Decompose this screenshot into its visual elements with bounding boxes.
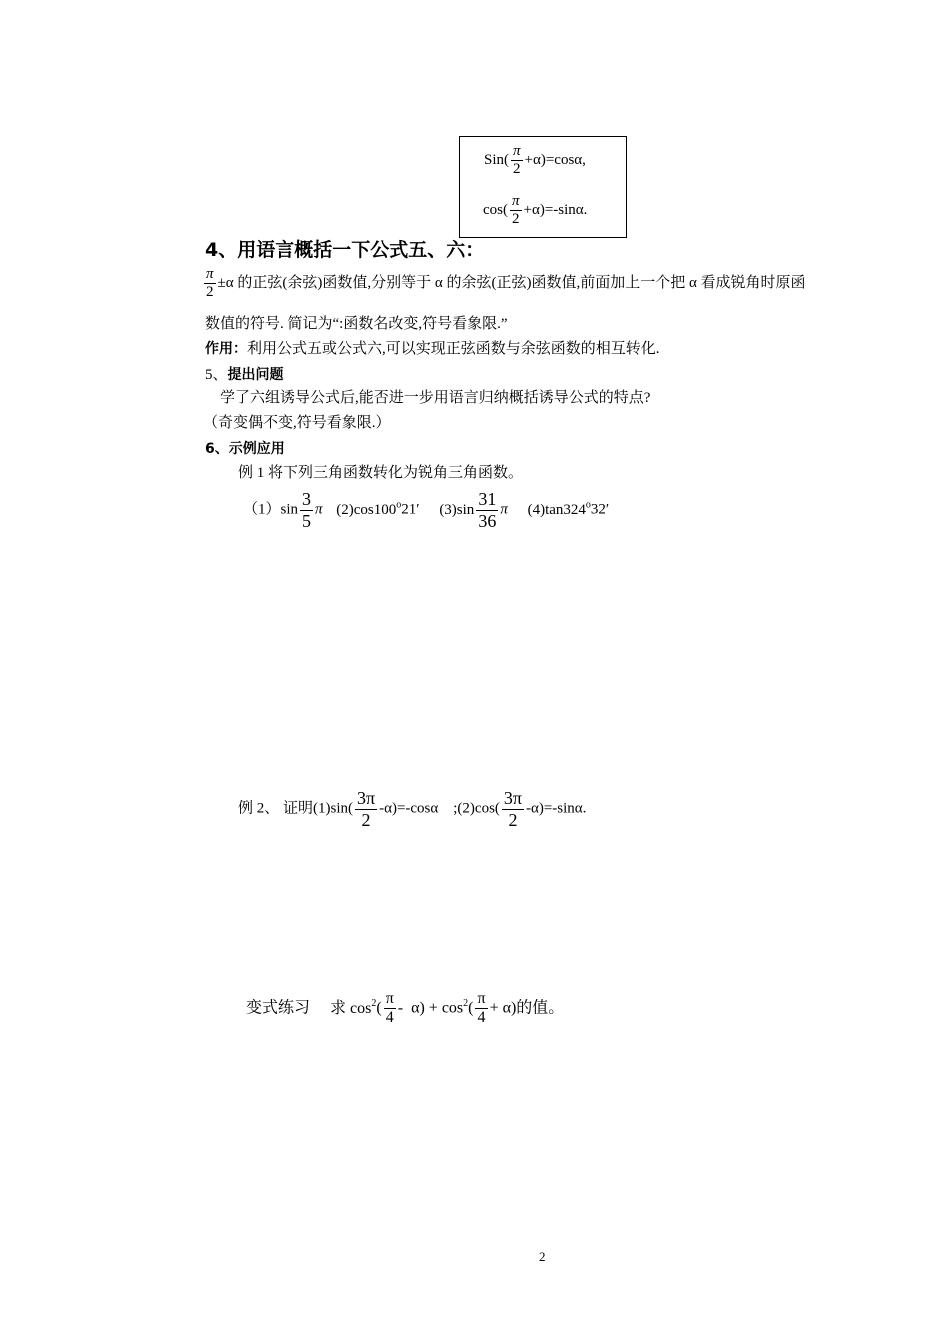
minute-mark: 21′: [401, 501, 420, 518]
variant-suffix: + α)的值。: [489, 999, 565, 1017]
fraction-numerator: π: [475, 990, 487, 1009]
variant-fraction-2: [475, 990, 487, 1028]
variant-prefix: 求 cos: [330, 999, 372, 1017]
problem-1-fraction: [300, 489, 313, 531]
fraction-denominator: 4: [385, 1009, 394, 1027]
example-1-intro: 例 1 将下列三角函数转化为锐角三角函数。: [238, 465, 524, 481]
formula-line-2: [483, 193, 587, 229]
fraction-denominator: 2: [206, 284, 214, 301]
fraction-numerator: π: [384, 990, 396, 1009]
variant-label: 变式练习: [246, 999, 311, 1017]
fraction-numerator: 3π: [357, 788, 376, 808]
section-5-heading: [205, 368, 284, 383]
fraction-numerator: 3π: [503, 788, 522, 808]
open-paren: (: [376, 999, 382, 1017]
fraction-numerator: π: [510, 193, 522, 211]
fraction-denominator: 2: [508, 809, 518, 830]
section-5-number: 5、: [205, 367, 228, 383]
example-2-fraction-2: [502, 788, 524, 830]
section-6-heading: 6、示例应用: [205, 441, 285, 457]
degree-mark: o: [585, 499, 591, 511]
square-exponent: 2: [463, 998, 469, 1010]
degree-mark: o: [396, 499, 402, 511]
example-2-prefix: 例 2、 证明(1)sin(: [238, 800, 353, 817]
fraction-denominator: 2: [513, 161, 521, 178]
formula-line-1: [484, 143, 586, 179]
problem-2: (2)cos100: [336, 501, 397, 518]
fraction-denominator: 2: [361, 809, 371, 830]
fraction-numerator: 31: [478, 489, 497, 509]
fraction-numerator: π: [204, 266, 216, 284]
fraction-numerator: π: [511, 143, 523, 161]
formula-1-suffix: +α)=cosα,: [524, 152, 586, 169]
effect-text: 利用公式五或公式六,可以实现正弦函数与余弦函数的相互转化.: [247, 341, 660, 357]
variant-middle: - α) + cos: [397, 999, 464, 1017]
section-4-heading: 4、用语言概括一下公式五、六：: [205, 239, 485, 261]
pi-symbol: π: [315, 501, 323, 518]
section-5-line-1: 学了六组诱导公式后,能否进一步用语言归纳概括诱导公式的特点?: [220, 390, 651, 406]
section-4-fraction: [204, 266, 216, 302]
example-1-problems: [243, 489, 609, 531]
formula-2-suffix: +α)=-sinα.: [523, 202, 588, 219]
variant-fraction-1: [384, 990, 396, 1028]
fraction-denominator: 4: [477, 1009, 486, 1027]
section-5-title: 提出问题: [227, 367, 284, 383]
example-2-suffix: -α)=-sinα.: [526, 800, 587, 817]
section-5-line-2: （奇变偶不变,符号看象限.）: [203, 415, 391, 431]
effect-label: 作用：: [205, 341, 247, 357]
formula-1-fraction: [511, 143, 523, 179]
formula-1-prefix: Sin(: [484, 152, 510, 169]
pi-symbol: π: [500, 501, 508, 518]
open-paren: (: [468, 999, 474, 1017]
example-2-middle: -α)=-cosα ;(2)cos(: [379, 800, 500, 817]
effect-line: [205, 342, 660, 357]
example-2: [238, 788, 586, 830]
formula-2-fraction: [510, 193, 522, 229]
fraction-denominator: 36: [478, 510, 497, 531]
section-4-line-1: [204, 266, 806, 302]
section-4-text-1: ±α 的正弦(余弦)函数值,分别等于 α 的余弦(正弦)函数值,前面加上一个把 α 看成锐角时原函: [217, 275, 806, 292]
problem-3-label: (3)sin: [439, 501, 475, 518]
formula-2-prefix: cos(: [483, 202, 508, 219]
fraction-denominator: 2: [512, 211, 520, 228]
minute-mark: 32′: [590, 501, 610, 518]
problem-3-fraction: [476, 489, 498, 531]
page-number: 2: [539, 1249, 546, 1264]
square-exponent: 2: [371, 998, 377, 1010]
example-2-fraction-1: [355, 788, 377, 830]
fraction-numerator: 3: [302, 489, 312, 509]
variant-exercise: [246, 990, 564, 1028]
fraction-denominator: 5: [302, 510, 312, 531]
problem-1-label: （1）sin: [243, 501, 299, 518]
problem-4: (4)tan324: [527, 501, 586, 518]
section-4-line-2: 数值的符号. 简记为“:函数名改变,符号看象限.”: [205, 316, 508, 332]
